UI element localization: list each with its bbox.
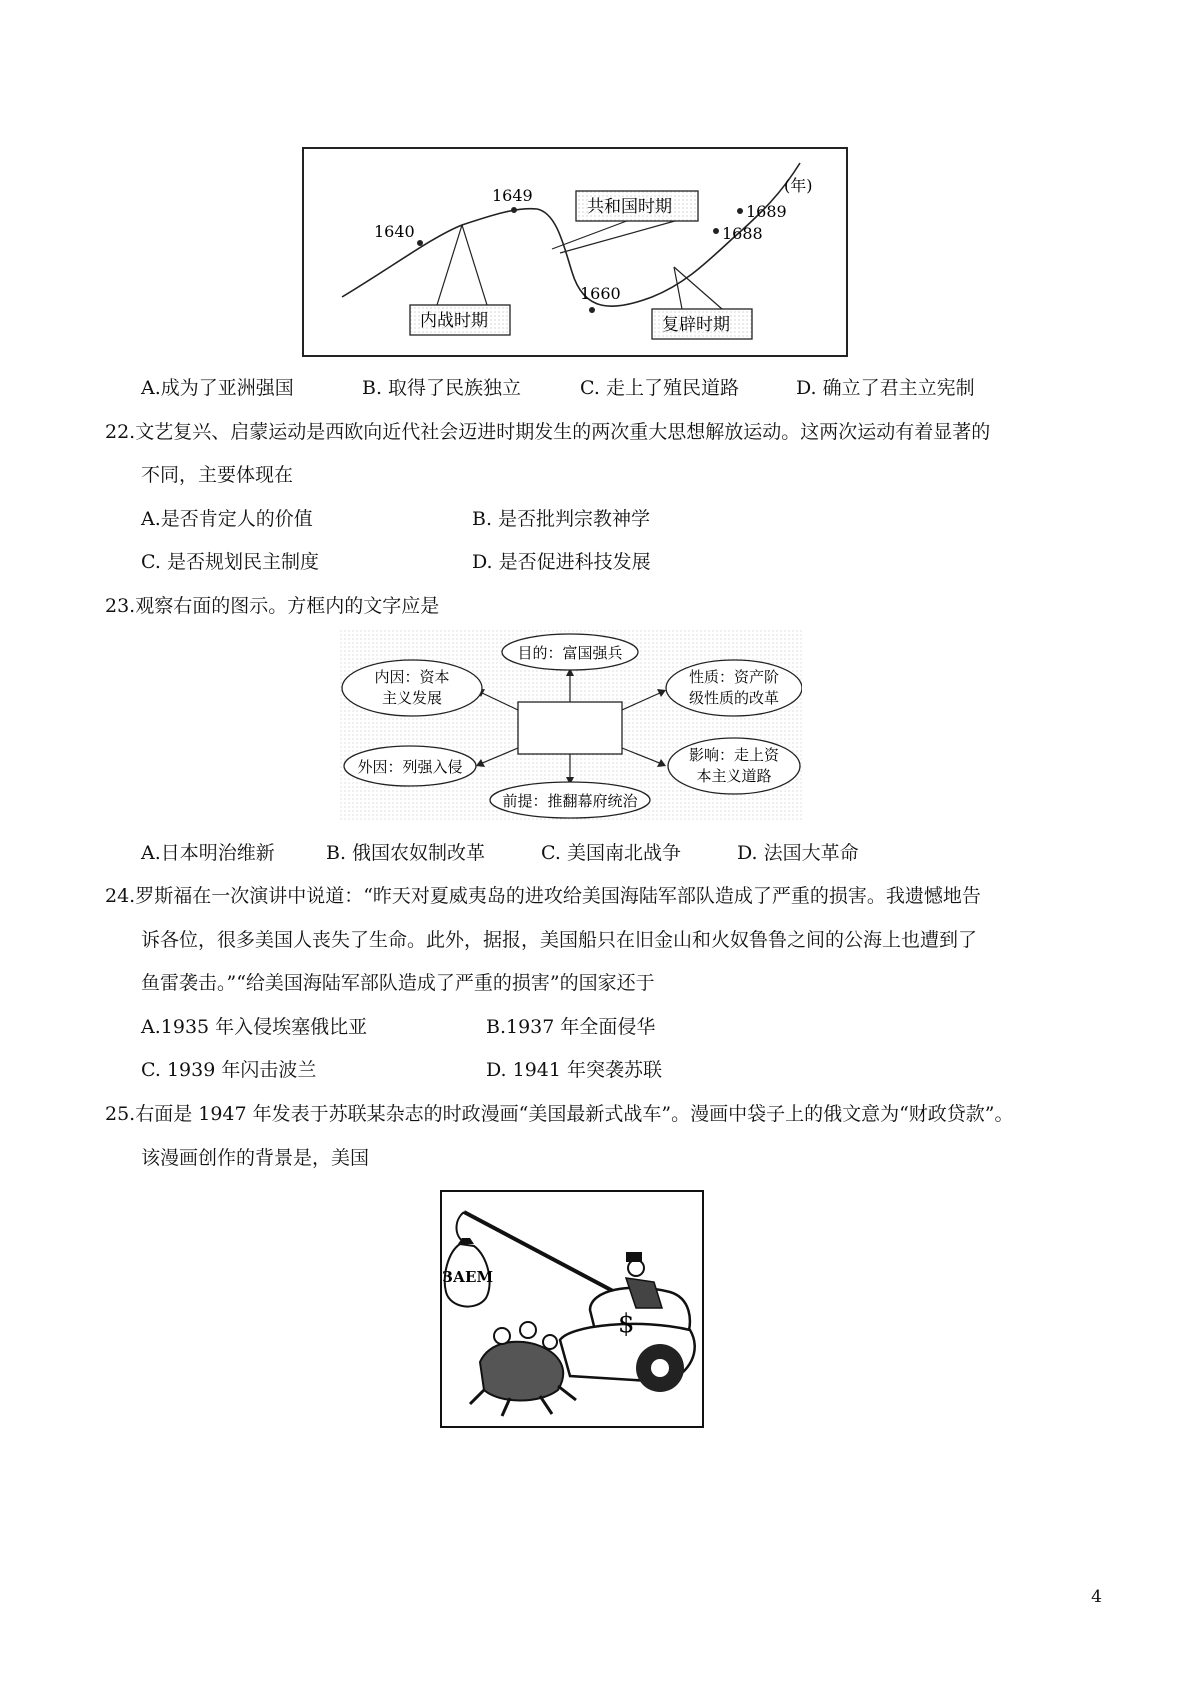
q22-option-a: A.是否肯定人的价值 [141,508,313,530]
label-1689: 1689 [746,202,787,221]
figure-english-revolution-curve [302,147,848,361]
ellipse-premise-label: 前提：推翻幕府统治 [502,792,638,810]
q22-option-c: C. 是否规划民主制度 [141,551,319,573]
q21-option-b: B. 取得了民族独立 [362,377,522,399]
q23-stem: 23.观察右面的图示。方框内的文字应是 [105,595,440,617]
q23-option-b: B. 俄国农奴制改革 [326,842,486,864]
center-blank-box [518,702,622,754]
cartoon-svg [440,1190,704,1428]
q22-stem-line1: 22.文艺复兴、启蒙运动是西欧向近代社会迈进时期发生的两次重大思想解放运动。这两次运动有着显著的 [105,421,991,443]
q22-option-b: B. 是否批判宗教神学 [472,508,651,530]
ellipse-nature-label-1: 性质：资产阶 [688,668,780,686]
q23-option-d: D. 法国大革命 [737,842,859,864]
q21-option-d: D. 确立了君主立宪制 [796,377,975,399]
dollar-icon: $ [618,1309,635,1339]
year-unit-label: (年) [784,176,813,195]
label-1640: 1640 [374,222,415,241]
figure-meiji-diagram [340,630,802,824]
q22-option-d: D. 是否促进科技发展 [472,551,651,573]
label-1660: 1660 [580,284,621,303]
q24-stem-line2: 诉各位，很多美国人丧失了生命。此外，据报，美国船只在旧金山和火奴鲁鲁之间的公海上也遭到了 [141,929,978,951]
page-number: 4 [1091,1587,1102,1607]
label-1649: 1649 [492,186,533,205]
ellipse-impact-label-2: 本主义道路 [696,767,772,785]
q24-option-a: A.1935 年入侵埃塞俄比亚 [141,1016,368,1038]
q24-stem-line1: 24.罗斯福在一次演讲中说道：“昨天对夏威夷岛的进攻给美国海陆军部队造成了严重的损害。我遗憾地告 [105,885,981,907]
point-1640 [417,240,423,246]
ellipse-external-label: 外因：列强入侵 [357,758,463,776]
q25-stem-line1: 25.右面是 1947 年发表于苏联某杂志的时政漫画“美国最新式战车”。漫画中袋子上的俄文意为“财政贷款”。 [105,1103,1014,1125]
rider-head [628,1260,644,1276]
curve-chart-svg [302,147,848,357]
q23-option-c: C. 美国南北战争 [541,842,681,864]
ellipse-goal-label: 目的：富国强兵 [517,644,623,662]
meiji-diagram-svg [340,630,802,820]
q21-option-a: A.成为了亚洲强国 [141,377,294,399]
ellipse-internal-label-1: 内因：资本 [374,668,450,686]
point-1660 [589,307,595,313]
crushed-crowd [480,1342,563,1401]
q24-stem-line3: 鱼雷袭击。”“给美国海陆军部队造成了严重的损害”的国家还于 [141,972,655,994]
ellipse-impact-label-1: 影响：走上资 [688,746,780,764]
point-1689 [737,208,743,214]
box-restoration-label: 复辟时期 [662,315,730,335]
figure-soviet-cartoon [440,1190,704,1432]
rider-top-hat-icon [626,1252,642,1262]
q21-option-c: C. 走上了殖民道路 [580,377,739,399]
label-1688: 1688 [722,224,763,243]
q24-option-d: D. 1941 年突袭苏联 [486,1059,663,1081]
ellipse-internal-label-2: 主义发展 [381,689,443,707]
ellipse-nature-label-2: 级性质的改革 [688,689,780,707]
q24-option-b: B.1937 年全面侵华 [486,1016,656,1038]
point-1688 [713,228,719,234]
q22-stem-line2: 不同，主要体现在 [141,464,294,486]
chart-frame [303,148,847,356]
point-1649 [511,207,517,213]
q25-stem-line2: 该漫画创作的背景是，美国 [141,1147,370,1169]
q23-option-a: A.日本明治维新 [141,842,275,864]
box-republic-label: 共和国时期 [587,197,672,217]
box-civil-war-label: 内战时期 [420,311,488,331]
q24-option-c: C. 1939 年闪击波兰 [141,1059,317,1081]
bag-text: ЗАЕМ [442,1268,494,1286]
